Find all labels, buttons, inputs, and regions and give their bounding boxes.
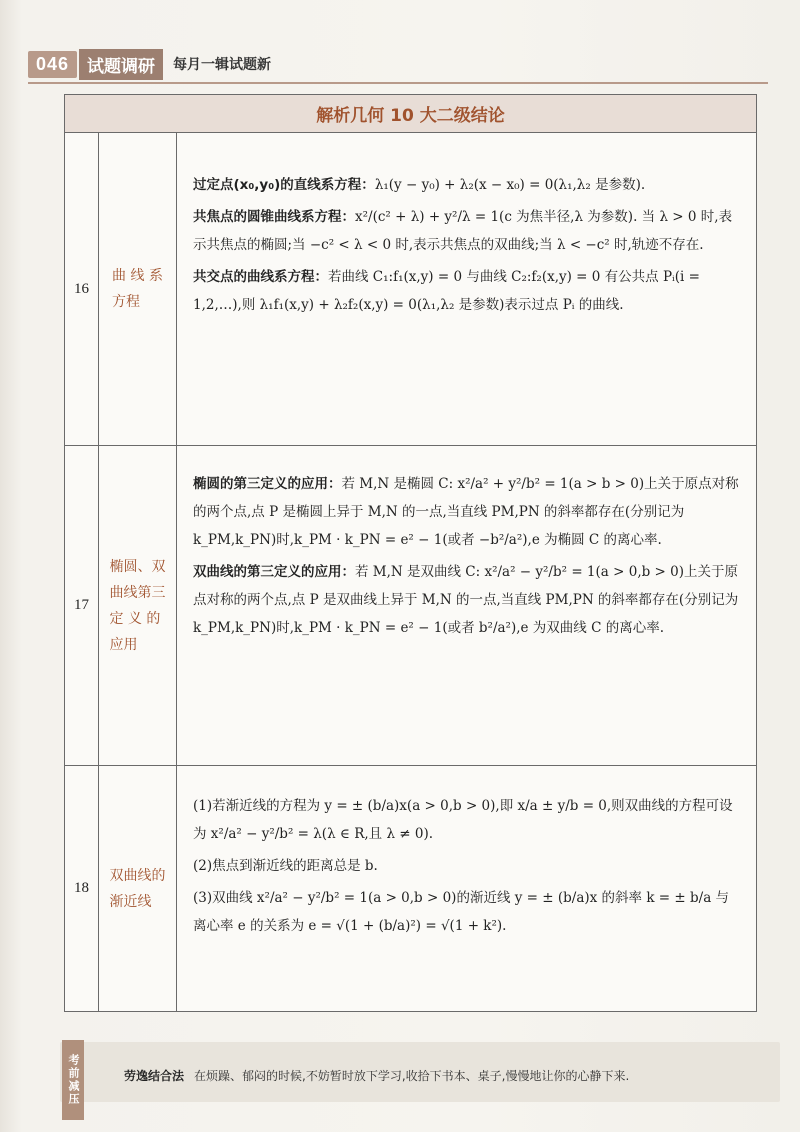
para-text: (2)焦点到渐近线的距离总是 b. xyxy=(193,858,378,874)
header-divider xyxy=(28,82,768,84)
topic-line: 双曲线的 xyxy=(109,867,166,884)
topic-line: 应用 xyxy=(109,636,138,653)
paragraph xyxy=(193,884,742,940)
paragraph xyxy=(193,852,742,880)
row-number: 18 xyxy=(65,766,99,1011)
table-title: 解析几何 10 大二级结论 xyxy=(65,95,756,133)
para-text: (1)若渐近线的方程为 y = ± (b/a)x(a > 0,b > 0),即 x/a ± y/b = 0,则双曲线的方程可设为 x²/a² − y²/b² = λ(λ ∈ R,且 λ ≠ 0). xyxy=(193,798,733,842)
row-number: 16 xyxy=(65,133,99,445)
row-content xyxy=(177,446,756,765)
footer-label: 劳逸结合法 xyxy=(124,1069,185,1083)
page-header xyxy=(28,46,768,82)
para-heading: 双曲线的第三定义的应用： xyxy=(193,564,355,580)
para-text: x²/(c² + λ) + y²/λ = 1(c 为焦半径,λ 为参数). 当 λ > 0 时,表示共焦点的椭圆;当 −c² < λ < 0 时,表示共焦点的双曲线;当 λ < −c² 时,轨迹不存在. xyxy=(193,209,733,253)
para-text: 若 M,N 是双曲线 C: x²/a² − y²/b² = 1(a > 0,b > 0)上关于原点对称的两个点,点 P 是双曲线上异于 M,N 的一点,当直线 PM,PN 的斜率都存在(分别记为 k_PM,k_PN)时,k_PM · k_PN = e² − 1(或者 b²/a²),e 为双曲线 C 的离心率. xyxy=(193,564,739,636)
topic-line: 方程 xyxy=(112,294,141,310)
para-text: 若 M,N 是椭圆 C: x²/a² + y²/b² = 1(a > b > 0)上关于原点对称的两个点,点 P 是椭圆上异于 M,N 的一点,当直线 PM,PN 的斜率都存在(分别记为 k_PM,k_PN)时,k_PM · k_PN = e² − 1(或者 −b²/a²),e 为椭圆 C 的离心率. xyxy=(193,476,739,548)
header-subtitle: 每月一辑试题新 xyxy=(173,57,272,73)
para-heading: 过定点(x₀,y₀)的直线系方程： xyxy=(193,177,375,193)
row-content xyxy=(177,766,756,1011)
paragraph xyxy=(193,792,742,848)
topic-line: 曲线第三 xyxy=(109,584,166,601)
topic-line: 曲 线 系 xyxy=(112,268,163,284)
row-topic xyxy=(99,766,177,1011)
para-text: (3)双曲线 x²/a² − y²/b² = 1(a > 0,b > 0)的渐近线 y = ± (b/a)x 的斜率 k = ± b/a 与离心率 e 的关系为 e = √(1 + (b/a)²) = √(1 + k²). xyxy=(193,890,730,934)
row-topic xyxy=(99,133,177,445)
topic-line: 椭圆、双 xyxy=(109,558,166,575)
paragraph xyxy=(193,263,742,319)
row-content xyxy=(177,133,756,445)
para-heading: 共交点的曲线系方程： xyxy=(193,269,328,285)
table-row xyxy=(65,133,756,446)
section-name: 试题调研 xyxy=(79,49,163,80)
footer-tip xyxy=(124,1068,724,1085)
para-heading: 共焦点的圆锥曲线系方程： xyxy=(193,209,355,225)
paragraph xyxy=(193,558,742,642)
conclusions-table xyxy=(64,94,757,1012)
para-heading: 椭圆的第三定义的应用： xyxy=(193,476,342,492)
para-text: λ₁(y − y₀) + λ₂(x − x₀) = 0(λ₁,λ₂ 是参数). xyxy=(374,177,646,193)
topic-line: 定 义 的 xyxy=(109,610,161,627)
table-row xyxy=(65,766,756,1011)
footer-text: 在烦躁、郁闷的时候,不妨暂时放下学习,收拾下书本、桌子,慢慢地让你的心静下来. xyxy=(194,1069,630,1083)
paragraph xyxy=(193,470,742,554)
page-number: 046 xyxy=(28,51,77,78)
footer-tab: 考前减压 xyxy=(62,1040,84,1120)
row-number: 17 xyxy=(65,446,99,765)
row-topic xyxy=(99,446,177,765)
table-row xyxy=(65,446,756,766)
paragraph xyxy=(193,203,742,259)
topic-line: 渐近线 xyxy=(109,893,152,910)
paragraph xyxy=(193,171,742,199)
para-text: 若曲线 C₁:f₁(x,y) = 0 与曲线 C₂:f₂(x,y) = 0 有公共点 Pᵢ(i = 1,2,…),则 λ₁f₁(x,y) + λ₂f₂(x,y) = 0(λ₁,λ₂ 是参数)表示过点 Pᵢ 的曲线. xyxy=(193,269,700,313)
